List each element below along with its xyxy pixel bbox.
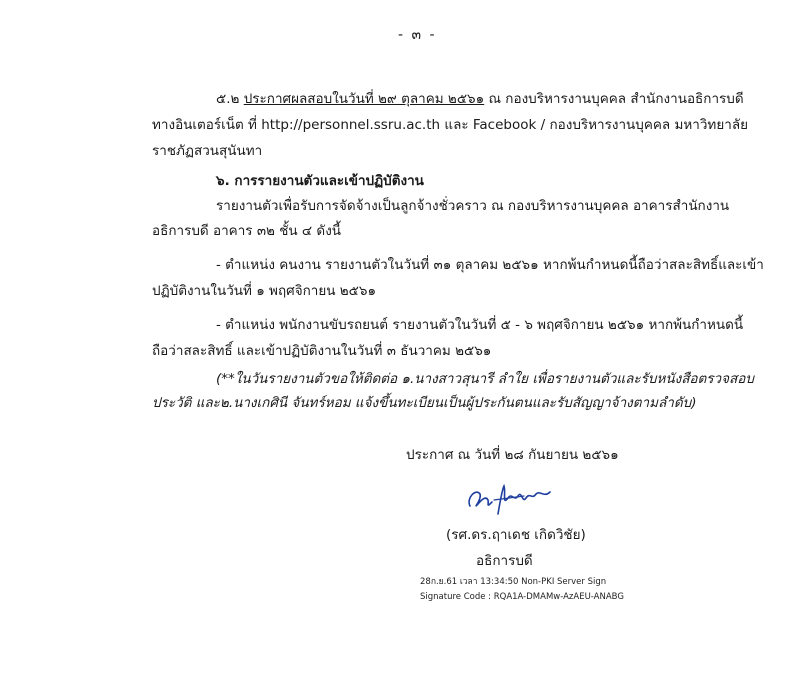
announcement-date: ประกาศ ณ วันที่ ๒๘ กันยายน ๒๕๖๑ [406, 447, 619, 463]
item-1-line-1: - ตำแหน่ง คนงาน รายงานตัวในวันที่ ๓๑ ตุลาคม ๒๕๖๑ หากพ้นกำหนดนี้ถือว่าสละสิทธิ์และเข้า [216, 257, 764, 273]
section-5-2-rest: ณ กองบริหารงานบุคคล สำนักงานอธิการบดี [484, 91, 744, 107]
section-5-2-line-1 [216, 90, 744, 108]
e-signature-timestamp: 28ก.ย.61 เวลา 13:34:50 Non-PKI Server Sign [420, 577, 607, 587]
announcement-result-date: ประกาศผลสอบในวันที่ ๒๙ ตุลาคม ๒๕๖๑ [243, 91, 485, 107]
section-6-intro-line-2: อธิการบดี อาคาร ๓๒ ชั้น ๔ ดังนี้ [152, 223, 342, 239]
section-5-2-line-3: ราชภัฏสวนสุนันทา [152, 143, 263, 159]
item-2-line-1: - ตำแหน่ง พนักงานขับรถยนต์ รายงานตัวในวันที่ ๕ - ๖ พฤศจิกายน ๒๕๖๑ หากพ้นกำหนดนี้ [216, 317, 744, 333]
signer-name: (รศ.ดร.ฤาเดช เกิดวิชัย) [446, 527, 586, 543]
signer-title: อธิการบดี [476, 553, 533, 569]
e-signature-code: Signature Code : RQA1A-DMAMw-AzAEU-ANABG [420, 592, 624, 602]
item-1-line-2: ปฏิบัติงานในวันที่ ๑ พฤศจิกายน ๒๕๖๑ [152, 283, 377, 299]
note-line-1: (**ในวันรายงานตัวขอให้ติดต่อ ๑.นางสาวสุนารี ลำใย เพื่อรายงานตัวและรับหนังสือตรวจสอบ [216, 371, 754, 387]
section-5-2-prefix: ๕.๒ [216, 91, 244, 107]
note-line-2: ประวัติ และ๒.นางเกศินี จันทร์หอม แจ้งขึ้นทะเบียนเป็นผู้ประกันตนและรับสัญญาจ้างตามลำดับ) [152, 395, 697, 411]
section-6-heading: ๖. การรายงานตัวและเข้าปฏิบัติงาน [216, 173, 424, 189]
page-number: - ๓ - [398, 27, 437, 43]
section-6-intro-line-1: รายงานตัวเพื่อรับการจัดจ้างเป็นลูกจ้างชั่วคราว ณ กองบริหารงานบุคคล อาคารสำนักงาน [216, 198, 730, 214]
section-5-2-line-2: ทางอินเตอร์เน็ต ที่ http://personnel.ssru.ac.th และ Facebook / กองบริหารงานบุคคล มหาวิทยาลัย [152, 117, 748, 133]
signature-image [462, 480, 562, 520]
item-2-line-2: ถือว่าสละสิทธิ์ และเข้าปฏิบัติงานในวันที่ ๓ ธันวาคม ๒๕๖๑ [152, 343, 492, 359]
